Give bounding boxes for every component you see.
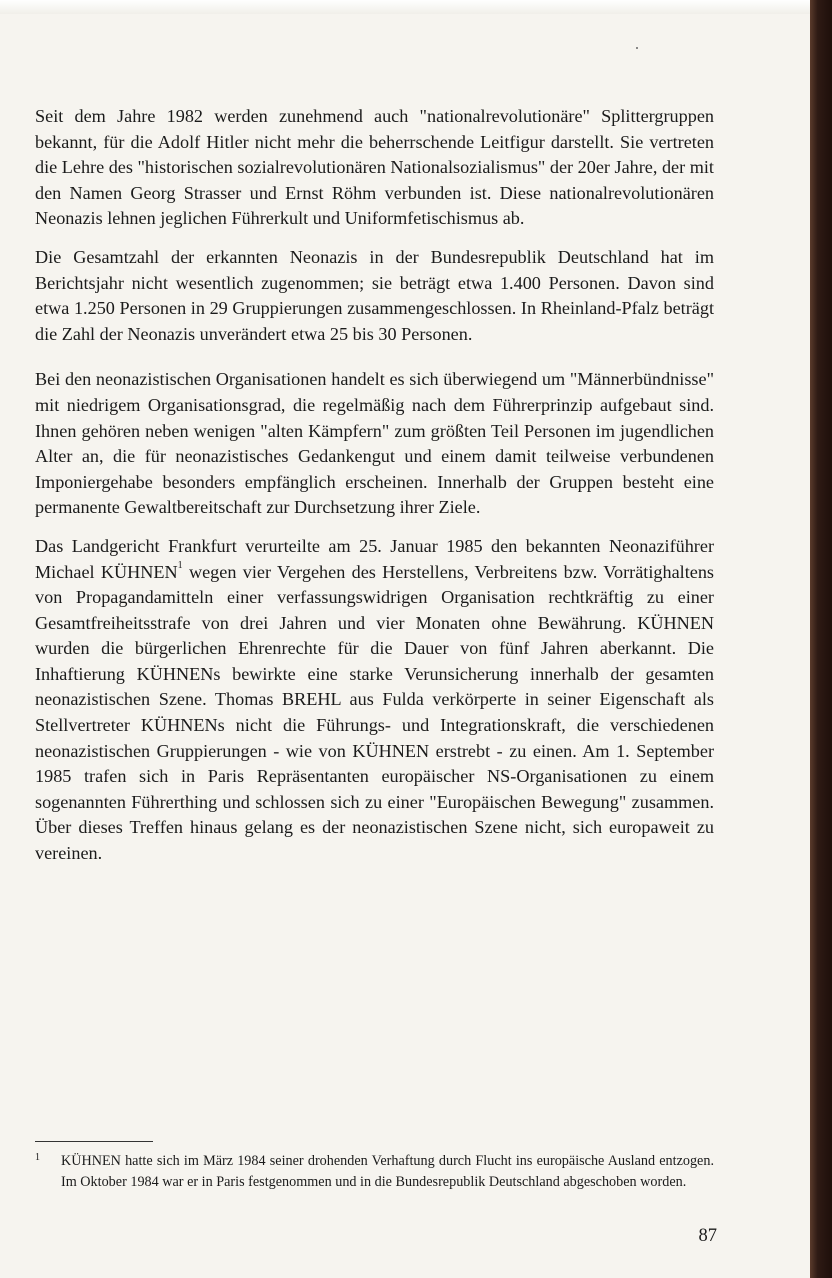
paragraph-2: Die Gesamtzahl der erkannten Neonazis in der Bundesrepublik Deutschland hat im Berichtsjahr nicht wesentlich zugenommen; sie beträgt etwa 1.400 Personen. Davon sind etwa 1.250 Personen in 29 Gruppierungen zusammengeschlossen. In Rheinland-Pfalz beträgt die Zahl der Neonazis unverändert etwa 25 bis 30 Personen. <box>35 246 714 344</box>
paragraph-1: Seit dem Jahre 1982 werden zunehmend auch "nationalrevolutionäre" Splittergruppen bekannt, für die Adolf Hitler nicht mehr die beherrschende Leitfigur darstellt. Sie vertreten die Lehre des "historischen sozialrevolutionären Nationalsozialismus" der 20er Jahre, der mit den Namen Georg Strasser und Ernst Röhm verbunden ist. Diese nationalrevolutionären Neonazis lehnen jeglichen Führerkult und Uniformfetischismus ab. <box>35 106 714 229</box>
page-top-shadow <box>0 0 832 14</box>
scan-speck <box>636 47 638 49</box>
body-text <box>35 104 714 880</box>
paragraph-3: Bei den neonazistischen Organisationen handelt es sich überwiegend um "Männerbündnisse" mit niedrigem Organisationsgrad, die regelmäßig nach dem Führerprinzip aufgebaut sind. Ihnen gehören neben wenigen "alten Kämpfern" zum größten Teil Personen im jugendlichen Alter an, die für neonazistisches Gedankengut und einem damit teilweise verbundenen Imponiergehabe besonders empfänglich erscheinen. Innerhalb der Gruppen besteht eine permanente Gewaltbereitschaft zur Durchsetzung ihrer Ziele. <box>35 369 714 518</box>
footnote <box>35 1151 714 1192</box>
book-spine-edge <box>810 0 832 1278</box>
footnote-divider <box>35 1141 153 1142</box>
paragraph-4 <box>35 534 714 867</box>
footnote-reference: 1 <box>177 560 183 572</box>
footnote-mark: 1 <box>35 1152 40 1163</box>
paragraph-4-part-2: wegen vier Vergehen des Herstellens, Verbreitens bzw. Vorrätighaltens von Propagandamitteln einer verfassungswidrigen Organisation rechtkräftig zu einer Gesamtfreiheitsstrafe von drei Jahren und vier Monaten ohne Bewährung. KÜHNEN wurden die bürgerlichen Ehrenrechte für die Dauer von fünf Jahren aberkannt. Die Inhaftierung KÜHNENs bewirkte eine starke Verunsicherung innerhalb der gesamten neonazistischen Szene. Thomas BREHL aus Fulda verkörperte in seiner Eigenschaft als Stellvertreter KÜHNENs nicht die Führungs- und Integrationskraft, die verschiedenen neonazistischen Gruppierungen - wie von KÜHNEN erstrebt - zu einen. Am 1. September 1985 trafen sich in Paris Repräsentanten europäischer NS-Organisationen zu einem sogenannten Führerthing und schlossen sich zu einer "Europäischen Bewegung" zusammen. Über dieses Treffen hinaus gelang es der neonazistischen Szene nicht, sich europaweit zu vereinen. <box>35 561 714 864</box>
footnote-text: KÜHNEN hatte sich im März 1984 seiner drohenden Verhaftung durch Flucht ins europäische Ausland entzogen. Im Oktober 1984 war er in Paris festgenommen und in die Bundesrepublik Deutschland abgeschoben worden. <box>61 1153 714 1190</box>
paragraph-4-part-1: Das Landgericht Frankfurt verurteilte am 25. Januar 1985 den bekannten Neonaziführer Michael KÜHNEN <box>35 535 714 582</box>
page-number: 87 <box>698 1226 717 1246</box>
